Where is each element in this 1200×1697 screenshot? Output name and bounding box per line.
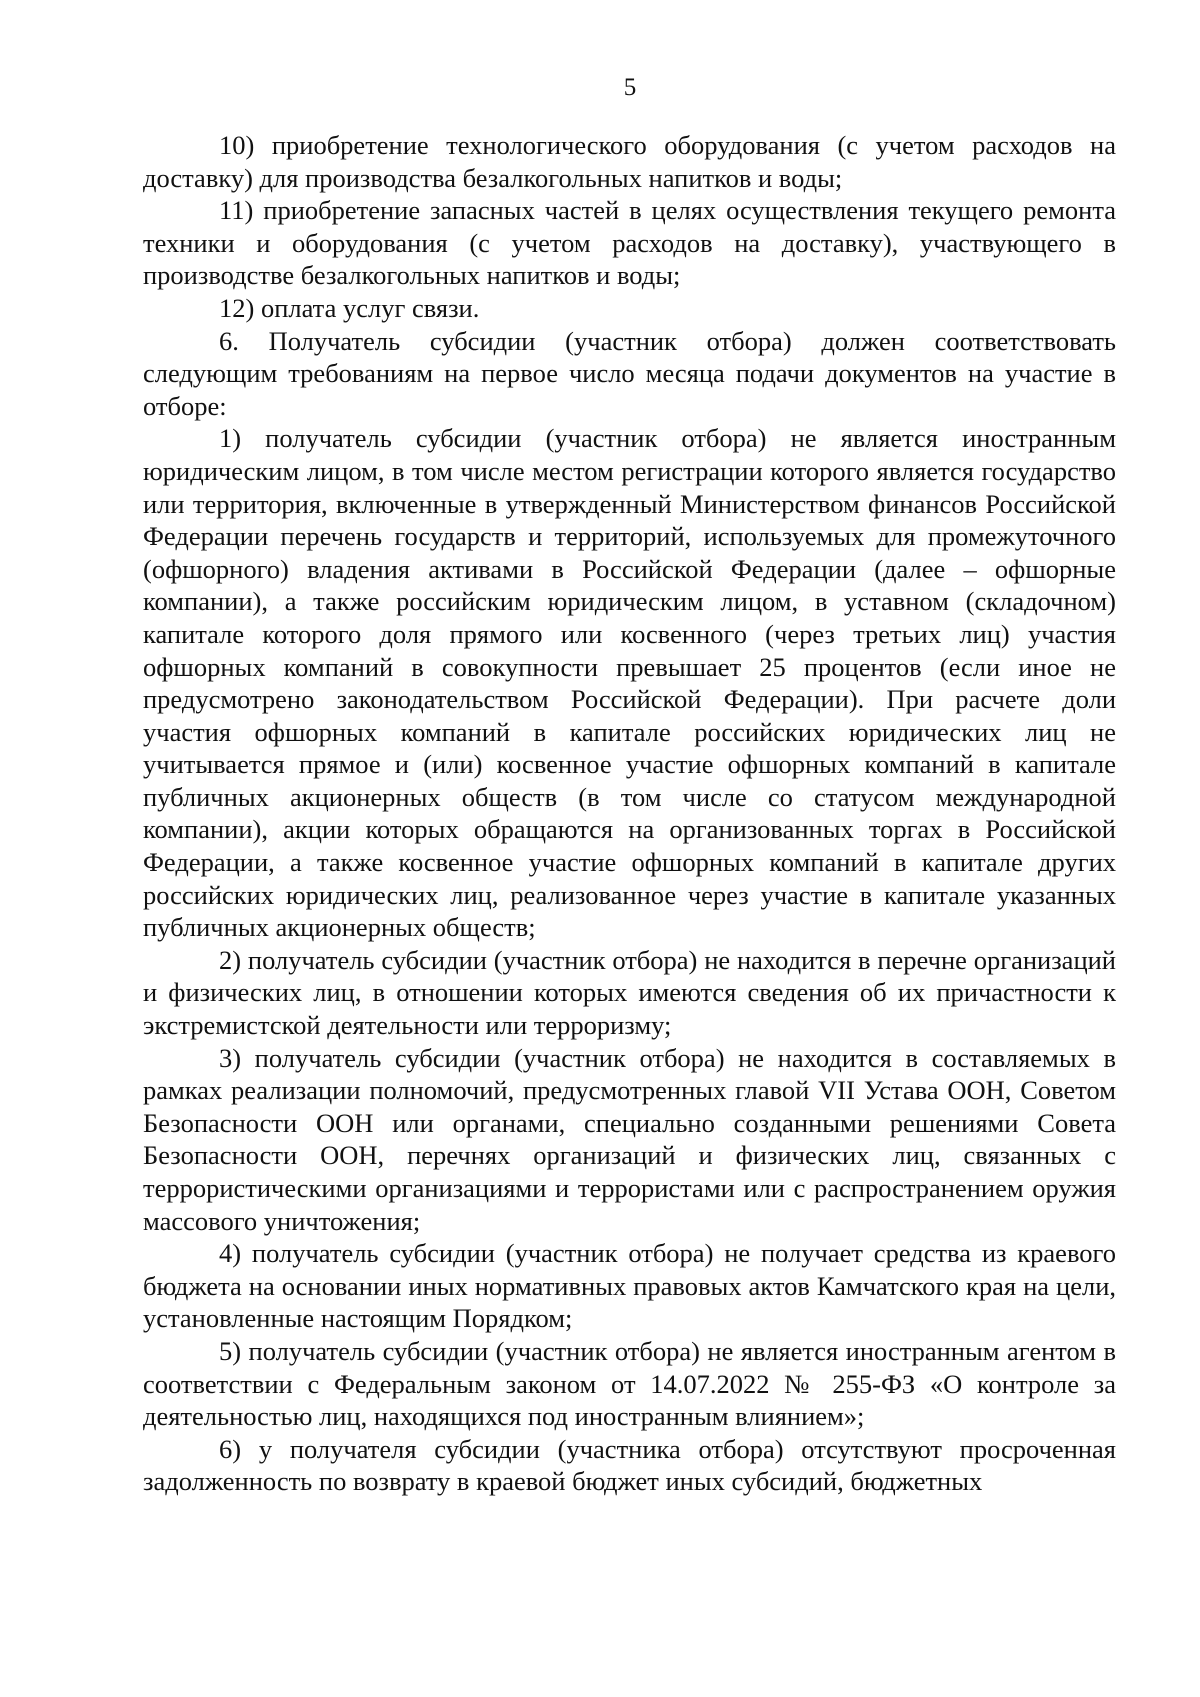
requirement-1: 1) получатель субсидии (участник отбора) не является иностранным юридическим лицом, в том числе местом регистрации которого является государство или территория, включенные в утвержденный Министерством финансов Российской Федерации перечень государств и территорий, используемых для промежуточного (офшорного) владения активами в Российской Федерации (далее – офшорные компании), а также российским юридическим лицом, в уставном (складочном) капитале которого доля прямого или косвенного (через третьих лиц) участия офшорных компаний в совокупности превышает 25 процентов (если иное не предусмотрено законодательством Российской Федерации). При расчете доли участия офшорных компаний в капитале российских юридических лиц не учитывается прямое и (или) косвенное участие офшорных компаний в капитале публичных акционерных обществ (в том числе со статусом международной компании), акции которых обращаются на организованных торгах в Российской Федерации, а также косвенное участие офшорных компаний в капитале других российских юридических лиц, реализованное через участие в капитале указанных публичных акционерных обществ;	[143, 423, 1116, 943]
section-6-intro: 6. Получатель субсидии (участник отбора) должен соответствовать следующим требованиям на первое число месяца подачи документов на участие в отборе:	[143, 325, 1116, 421]
page-number: 5	[623, 74, 637, 101]
requirement-6: 6) у получателя субсидии (участника отбора) отсутствуют просроченная задолженность по возврату в краевой бюджет иных субсидий, бюджетных	[143, 1433, 1116, 1497]
requirement-4: 4) получатель субсидии (участник отбора) не получает средства из краевого бюджета на основании иных нормативных правовых актов Камчатского края на цели, установленные настоящим Порядком;	[143, 1238, 1116, 1334]
list-item-12: 12) оплата услуг связи.	[219, 292, 480, 323]
requirement-5: 5) получатель субсидии (участник отбора) не является иностранным агентом в соответствии с Федеральным законом от 14.07.2022 № 255-ФЗ «О контроле за деятельностью лиц, находящихся под иностранным влиянием»;	[143, 1335, 1116, 1432]
list-item-11: 11) приобретение запасных частей в целях осуществления текущего ремонта техники и оборудования (с учетом расходов на доставку), участвующего в производстве безалкогольных напитков и воды;	[143, 195, 1116, 291]
list-item-10: 10) приобретение технологического оборудования (с учетом расходов на доставку) для производства безалкогольных напитков и воды;	[143, 130, 1116, 193]
requirement-2: 2) получатель субсидии (участник отбора) не находится в перечне организаций и физических лиц, в отношении которых имеются сведения об их причастности к экстремистской деятельности или терроризму;	[143, 944, 1116, 1041]
document-body	[143, 129, 1116, 1498]
requirement-3: 3) получатель субсидии (участник отбора) не находится в составляемых в рамках реализации полномочий, предусмотренных главой VII Устава ООН, Советом Безопасности ООН или органами, специально созданными решениями Совета Безопасности ООН, перечнях организаций и физических лиц, связанных с террористическими организациями и террористами или с распространением оружия массового уничтожения;	[143, 1042, 1116, 1236]
